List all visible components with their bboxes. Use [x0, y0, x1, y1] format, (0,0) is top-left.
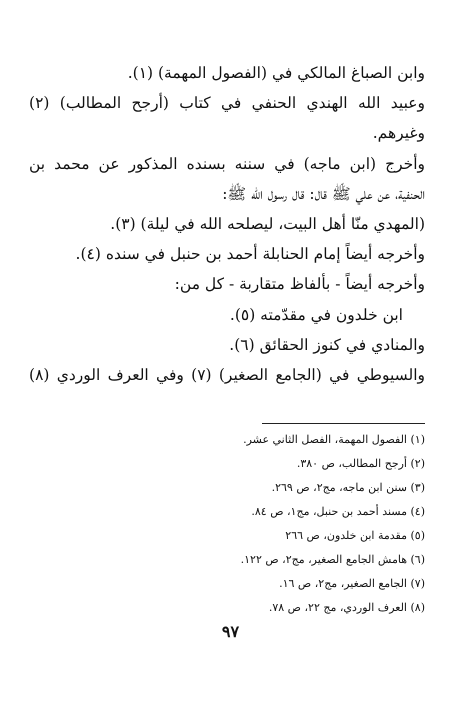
- footnote-item: (٦) هامش الجامع الصغير، مج٢، ص ١٢٢.: [240, 553, 425, 566]
- footnote-item: (٢) أرجح المطالب، ص ٣٨٠.: [296, 457, 425, 470]
- footnote-item: (١) الفصول المهمة، الفصل الثاني عشر.: [243, 433, 425, 446]
- page-number: ٩٧: [221, 622, 240, 641]
- text-line: الحنفية، عن علي ﷺ قال: قال رسول الله ﷺ:: [222, 184, 425, 203]
- main-text: [29, 58, 425, 390]
- text-line: ابن خلدون في مقدّمته (٥).: [229, 305, 403, 324]
- text-line: والسيوطي في (الجامع الصغير) (٧) وفي العرف الوردي (٨): [29, 365, 425, 384]
- footnote-item: (٣) سنن ابن ماجه، مج٢، ص ٢٦٩.: [271, 481, 425, 494]
- footnote-item: (٤) مسند أحمد بن حنبل، مج١، ص ٨٤.: [251, 505, 425, 518]
- text-line: وأخرج (ابن ماجه) في سننه بسنده المذكور عن محمد بن: [29, 154, 425, 173]
- text-line: وغيرهم.: [372, 124, 425, 143]
- footnote-item: (٥) مقدمة ابن خلدون، ص ٢٦٦: [285, 529, 425, 542]
- footnotes-list: [65, 428, 425, 620]
- text-line: وعبيد الله الهندي الحنفي في كتاب (أرجح المطالب) (٢): [29, 94, 425, 113]
- footnote-item: (٨) العرف الوردي، مج ٢٢، ص ٧٨.: [268, 601, 425, 614]
- text-line: وابن الصباغ المالكي في (الفصول المهمة) (١).: [127, 64, 425, 82]
- text-line: (المهدي منّا أهل البيت، ليصلحه الله في ليلة) (٣).: [110, 214, 425, 233]
- text-line: والمنادي في كنوز الحقائق (٦).: [229, 335, 425, 354]
- text-line: وأخرجه أيضاً إمام الحنابلة أحمد بن حنبل في سنده (٤).: [75, 245, 425, 264]
- footnote-divider: [262, 423, 425, 424]
- footnote-item: (٧) الجامع الصغير، مج٢، ص ١٦.: [279, 577, 425, 590]
- text-line: وأخرجه أيضاً - بألفاظ متقاربة - كل من:: [174, 275, 425, 294]
